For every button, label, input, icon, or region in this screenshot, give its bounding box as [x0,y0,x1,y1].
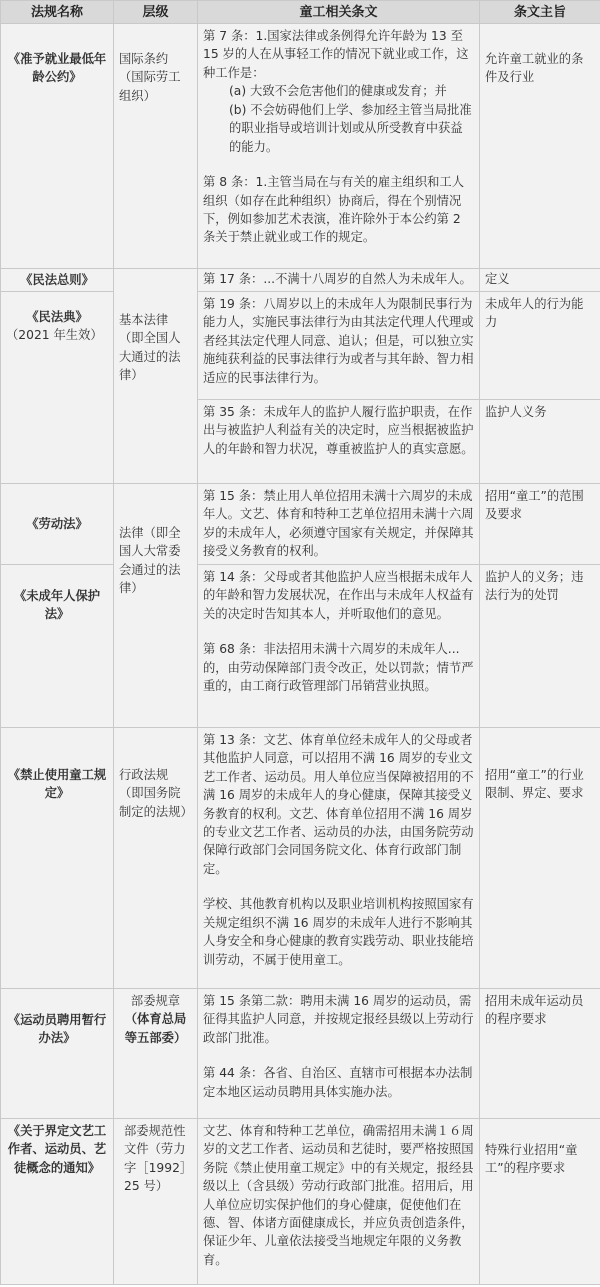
table-row [1,24,600,269]
law-level: 部委规章 [130,993,181,1008]
law-purpose: 招用“童工”的行业限制、界定、要求 [480,727,600,988]
law-articles: 第 35 条：未成年人的监护人履行监护职责，在作出与被监护人利益有关的决定时，应当根据被监护人的年龄和智力状况，尊重被监护人的真实意愿。 [198,400,480,484]
article-text [203,27,474,156]
law-name-cell [1,292,114,484]
article-7-a: (a) 大致不会危害他们的健康或发育；并 [229,84,447,99]
law-articles [198,564,480,727]
law-purpose: 监护人义务 [480,400,600,484]
header-name: 法规名称 [1,1,114,24]
article-44: 第 44 条：各省、自治区、直辖市可根据本办法制定本地区运动员聘用具体实施办法。 [203,1066,473,1099]
header-purpose: 条文主旨 [480,1,600,24]
law-name: 《未成年人保护法》 [1,564,114,727]
law-articles: 第 19 条：八周岁以上的未成年人为限制民事行为能力人，实施民事法律行为由其法定代理人代理或者经其法定代理人同意、追认；但是，可以独立实施纯获利益的民事法律行为或者与其年龄、智力相适应的民事法律行为。 [198,292,480,400]
law-name: 《禁止使用童工规定》 [1,727,114,988]
law-name: 《运动员聘用暂行办法》 [1,988,114,1118]
law-purpose: 未成年人的行为能力 [480,292,600,400]
law-level: 行政法规（即国务院制定的法规） [114,727,198,988]
header-row [1,1,600,24]
table-row [1,1118,600,1284]
law-level: 部委规范性文件（劳力字［1992］25 号） [114,1118,198,1284]
law-articles [198,988,480,1118]
law-articles: 第 15 条：禁止用人单位招用未满十六周岁的未成年人。文艺、体育和特种工艺单位招用未满十六周岁的未成年人，必须遵守国家有关规定，并保障其接受义务教育的权利。 [198,484,480,565]
law-purpose: 监护人的义务；违法行为的处罚 [480,564,600,727]
law-level: 国际条约（国际劳工组织） [114,24,198,269]
law-name: 《关于界定文艺工作者、运动员、艺徒概念的通知》 [1,1118,114,1284]
law-purpose: 特殊行业招用“童工”的程序要求 [480,1118,600,1284]
article-13: 第 13 条：文艺、体育单位经未成年人的父母或者其他监护人同意，可以招用不满 16 周岁的专业文艺工作者、运动员。用人单位应当保障被招用的不满 16 周岁的未成年人的身心健康，保障其接受义务教育的权利。文艺、体育单位招用不满 16 周岁的专业文艺工作者、运动员的办法，由国务院劳动保障行政部门会同国务院文化、体育行政部门制定。 [203,732,474,876]
law-name: 《民法典》 [26,310,88,324]
law-name: 《劳动法》 [1,484,114,565]
law-articles: 文艺、体育和特种工艺单位，确需招用未满１６周岁的文艺工作者、运动员和艺徒时，要严格按照国务院《禁止使用童工规定》中的有关规定，报经县级以上（含县级）劳动行政部门批准。招用后，用人单位应切实保护他们的身心健康，促使他们在德、智、体诸方面健康成长，并应负责创造条件，保证少年、儿童依法接受当地规定年限的义务教育。 [198,1118,480,1284]
law-purpose: 招用“童工”的范围及要求 [480,484,600,565]
article-8: 第 8 条：1.主管当局在与有关的雇主组织和工人组织（如存在此种组织）协商后，得在个别情况下，例如参加艺术表演，准许除外于本公约第 2 条关于禁止就业或工作的规定。 [203,175,465,245]
law-level-issuer: （体育总局等五部委） [124,1012,187,1045]
law-level: 法律（即全国人大常委会通过的法律） [114,484,198,728]
law-articles [198,24,480,269]
table-row [1,292,600,400]
article-7-b: (b) 不会妨碍他们上学、参加经主管当局批准的职业指导或培训计划或从所受教育中获益的能力。 [229,102,472,154]
table-row [1,988,600,1118]
law-name-note: （2021 年生效） [6,328,103,343]
article-school: 学校、其他教育机构以及职业培训机构按照国家有关规定组织不满 16 周岁的未成年人进行不影响其人身安全和身心健康的教育实践劳动、职业技能培训劳动，不属于使用童工。 [203,897,474,967]
law-name: 《准予就业最低年龄公约》 [1,24,114,269]
table-row [1,727,600,988]
article-7: 第 7 条：1.国家法律或条例得允许年龄为 13 至 15 岁的人在从事轻工作的情况下就业或工作，这种工作是： [203,29,469,80]
law-purpose: 招用未成年运动员的程序要求 [480,988,600,1118]
table-row [1,269,600,292]
article-14: 第 14 条：父母或者其他监护人应当根据未成年人的年龄和智力发展状况，在作出与未成年人权益有关的决定时告知其本人，并听取他们的意见。 [203,569,474,621]
law-name: 《民法总则》 [1,269,114,292]
header-level: 层级 [114,1,198,24]
table-row [1,564,600,727]
law-articles: 第 17 条：...不满十八周岁的自然人为未成年人。 [198,269,480,292]
article-15-2: 第 15 条第二款：聘用未满 16 周岁的运动员，需征得其监护人同意，并按规定报经县级以上劳动行政部门批准。 [203,993,474,1045]
law-purpose: 定义 [480,269,600,292]
law-purpose: 允许童工就业的条件及行业 [480,24,600,269]
law-level-cell [114,988,198,1118]
table-row [1,484,600,565]
article-68: 第 68 条：非法招用未满十六周岁的未成年人...的，由劳动保障部门责令改正，处以罚款；情节严重的，由工商行政管理部门吊销营业执照。 [203,642,474,693]
law-level: 基本法律（即全国人大通过的法律） [114,269,198,484]
law-articles [198,727,480,988]
header-articles: 童工相关条文 [198,1,480,24]
